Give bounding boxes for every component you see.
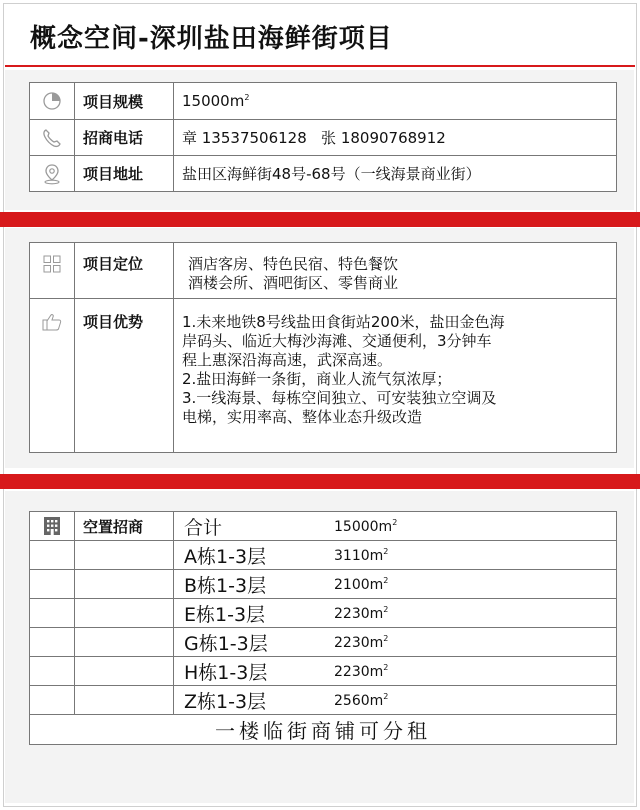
vacancy-row (30, 686, 617, 715)
vacancy-row (30, 657, 617, 686)
vacancy-area: $15000m^2$ (334, 512, 617, 541)
vacancy-name: E栋1-3层 (174, 599, 335, 628)
advantage-line: 岸码头、临近大梅沙海滩、交通便利，3分钟车 (182, 332, 492, 350)
vacancy-name: H栋1-3层 (174, 657, 335, 686)
positioning-line: 酒店客房、特色民宿、特色餐饮 (188, 255, 399, 273)
vacancy-footer: 一楼临街商铺可分租 (30, 715, 617, 745)
title-divider (5, 65, 635, 67)
positioning-text (174, 243, 617, 299)
scale-label: 项目规模 (75, 83, 174, 120)
address-label: 项目地址 (75, 156, 174, 192)
advantages-row (30, 299, 617, 453)
vacancy-row (30, 570, 617, 599)
vacancy-name: B栋1-3层 (174, 570, 335, 599)
phone-icon (30, 120, 75, 156)
vacancy-row (30, 628, 617, 657)
info-table (29, 82, 617, 192)
info-row-address (30, 156, 617, 192)
vacancy-area: $2230m^2$ (334, 599, 617, 628)
section-divider-1 (0, 212, 640, 227)
advantage-line: 3.一线海景、每栋空间独立、可安装独立空调及 (182, 389, 497, 407)
vacancy-footer-row (30, 715, 617, 745)
thumbs-up-icon (30, 299, 75, 453)
phone-value: 章 13537506128 张 18090768912 (174, 120, 617, 156)
advantage-line: 2.盐田海鲜一条街，商业人流气氛浓厚； (182, 370, 452, 388)
advantage-line: 电梯，实用率高、整体业态升级改造 (182, 408, 423, 426)
vacancy-name: 合计 (174, 512, 335, 541)
vacancy-area: $2100m^2$ (334, 570, 617, 599)
vacancy-row (30, 541, 617, 570)
vacancy-label: 空置招商 (75, 512, 174, 541)
location-pin-icon (30, 156, 75, 192)
vacancy-table (29, 511, 617, 745)
vacancy-area: $2230m^2$ (334, 657, 617, 686)
advantage-line: 1.未来地铁8号线盐田食街站200米，盐田金色海 (182, 313, 505, 331)
section-divider-2 (0, 474, 640, 489)
info-row-scale (30, 83, 617, 120)
vacancy-area: $2560m^2$ (334, 686, 617, 715)
page-title: 概念空间-深圳盐田海鲜街项目 (30, 24, 393, 54)
phone-label: 招商电话 (75, 120, 174, 156)
vacancy-area: $3110m^2$ (334, 541, 617, 570)
building-icon (30, 512, 75, 541)
advantages-label: 项目优势 (75, 299, 174, 453)
address-value: 盐田区海鲜街48号-68号（一线海景商业街） (174, 156, 617, 192)
positioning-row (30, 243, 617, 299)
vacancy-name: G栋1-3层 (174, 628, 335, 657)
advantage-line: 程上惠深沿海高速，武深高速。 (182, 351, 393, 369)
vacancy-row (30, 599, 617, 628)
info-row-phone (30, 120, 617, 156)
vacancy-name: Z栋1-3层 (174, 686, 335, 715)
grid-icon (30, 243, 75, 299)
features-table (29, 242, 617, 453)
vacancy-area: $2230m^2$ (334, 628, 617, 657)
scale-value: $15000m^2$ (174, 83, 617, 120)
positioning-label: 项目定位 (75, 243, 174, 299)
vacancy-row (30, 512, 617, 541)
advantages-text (174, 299, 617, 453)
pie-chart-icon (30, 83, 75, 120)
positioning-line: 酒楼会所、酒吧街区、零售商业 (188, 274, 399, 292)
vacancy-name: A栋1-3层 (174, 541, 335, 570)
